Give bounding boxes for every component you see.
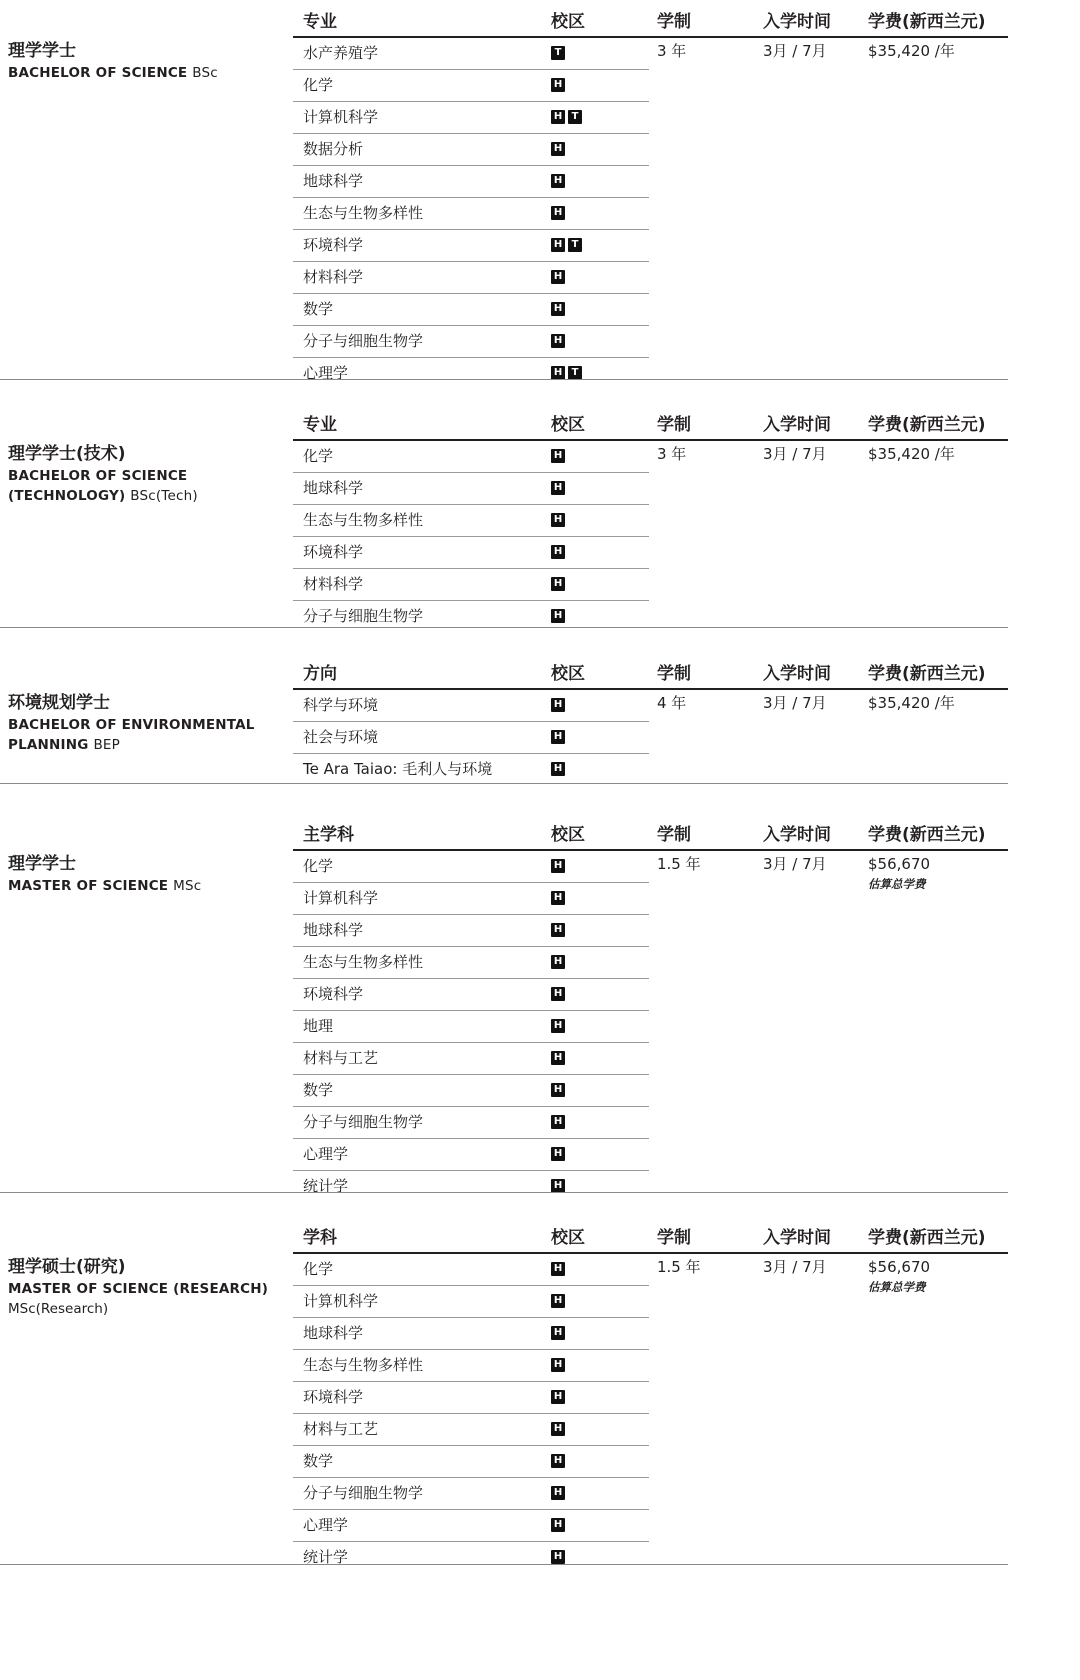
campus-t-badge-icon: T	[568, 238, 582, 252]
duration-value: 1.5 年	[657, 1258, 701, 1276]
subject-name: 地球科学	[303, 172, 364, 190]
subject-list	[293, 690, 649, 785]
subject-row	[293, 1254, 649, 1286]
duration-value: 3 年	[657, 445, 687, 463]
subject-name: 环境科学	[303, 543, 364, 561]
campus-badges	[551, 174, 568, 188]
campus-badges	[551, 1083, 568, 1097]
program-title-en-text: BACHELOR OF SCIENCE	[8, 65, 188, 81]
subject-name: 心理学	[303, 364, 349, 382]
campus-badges	[551, 859, 568, 873]
subject-name: 材料与工艺	[303, 1049, 379, 1067]
campus-h-badge-icon: H	[551, 334, 565, 348]
fee-value: $35,420 /年	[868, 42, 955, 60]
duration-value: 4 年	[657, 694, 687, 712]
subject-name: 地球科学	[303, 1324, 364, 1342]
fee-column-header: 学费(新西兰元)	[868, 415, 986, 435]
duration-column-header: 学制	[657, 1228, 691, 1248]
campus-badges	[551, 1115, 568, 1129]
program-title-en	[8, 466, 278, 506]
subject-list	[293, 1254, 649, 1573]
duration-value: 1.5 年	[657, 855, 701, 873]
campus-badges	[551, 762, 568, 776]
subject-row	[293, 134, 649, 166]
campus-h-badge-icon: H	[551, 955, 565, 969]
subject-row	[293, 690, 649, 722]
campus-h-badge-icon: H	[551, 1358, 565, 1372]
intake-column-header: 入学时间	[763, 664, 831, 684]
campus-badges	[551, 366, 585, 380]
program-abbreviation: BSc(Tech)	[130, 488, 198, 504]
subject-name: 地理	[303, 1017, 334, 1035]
program-section-msc-research	[0, 1227, 1008, 1566]
campus-h-badge-icon: H	[551, 110, 565, 124]
program-section-bsc-tech	[0, 414, 1008, 628]
subject-name: 分子与细胞生物学	[303, 1484, 424, 1502]
subject-row	[293, 947, 649, 979]
campus-h-badge-icon: H	[551, 1550, 565, 1564]
subject-row	[293, 326, 649, 358]
duration-column-header: 学制	[657, 664, 691, 684]
program-abbreviation: BSc	[192, 65, 218, 81]
campus-badges	[551, 1179, 568, 1193]
subject-column-header: 专业	[303, 415, 337, 435]
campus-h-badge-icon: H	[551, 1179, 565, 1193]
section-divider	[0, 1192, 1008, 1193]
subject-row	[293, 1478, 649, 1510]
campus-h-badge-icon: H	[551, 1326, 565, 1340]
program-title-en	[8, 63, 278, 83]
campus-badges	[551, 1486, 568, 1500]
campus-h-badge-icon: H	[551, 987, 565, 1001]
fee-value: $35,420 /年	[868, 694, 955, 712]
intake-value: 3月 / 7月	[763, 1258, 827, 1276]
subject-name: 科学与环境	[303, 696, 379, 714]
duration-column-header: 学制	[657, 12, 691, 32]
fee-column-header: 学费(新西兰元)	[868, 664, 986, 684]
campus-column-header: 校区	[551, 825, 585, 845]
subject-row	[293, 1139, 649, 1171]
campus-badges	[551, 987, 568, 1001]
subject-row	[293, 198, 649, 230]
campus-h-badge-icon: H	[551, 1454, 565, 1468]
subject-list	[293, 38, 649, 389]
campus-badges	[551, 1422, 568, 1436]
subject-name: 统计学	[303, 1177, 349, 1195]
subject-name: 化学	[303, 857, 334, 875]
campus-h-badge-icon: H	[551, 1486, 565, 1500]
section-divider	[0, 627, 1008, 628]
campus-h-badge-icon: H	[551, 481, 565, 495]
subject-row	[293, 883, 649, 915]
subject-row	[293, 1171, 649, 1202]
program-section-bep	[0, 663, 1008, 789]
subject-row	[293, 102, 649, 134]
program-title-en-text: BACHELOR OF ENVIRONMENTAL PLANNING	[8, 717, 255, 753]
campus-h-badge-icon: H	[551, 1262, 565, 1276]
campus-badges	[551, 46, 568, 60]
campus-badges	[551, 302, 568, 316]
subject-row	[293, 1011, 649, 1043]
intake-column-header: 入学时间	[763, 1228, 831, 1248]
campus-h-badge-icon: H	[551, 1019, 565, 1033]
intake-column-header: 入学时间	[763, 415, 831, 435]
campus-h-badge-icon: H	[551, 891, 565, 905]
subject-name: 环境科学	[303, 985, 364, 1003]
campus-h-badge-icon: H	[551, 545, 565, 559]
subject-column-header: 主学科	[303, 825, 354, 845]
campus-h-badge-icon: H	[551, 577, 565, 591]
intake-column-header: 入学时间	[763, 12, 831, 32]
campus-h-badge-icon: H	[551, 78, 565, 92]
subject-row	[293, 230, 649, 262]
program-title-en	[8, 876, 278, 896]
campus-h-badge-icon: H	[551, 174, 565, 188]
subject-name: 化学	[303, 447, 334, 465]
campus-h-badge-icon: H	[551, 449, 565, 463]
subject-row	[293, 70, 649, 102]
subject-row	[293, 537, 649, 569]
campus-h-badge-icon: H	[551, 1083, 565, 1097]
duration-column-header: 学制	[657, 415, 691, 435]
subject-name: 心理学	[303, 1516, 349, 1534]
program-title-cn: 理学学士	[8, 854, 76, 874]
campus-badges	[551, 449, 568, 463]
subject-name: Te Ara Taiao: 毛利人与环境	[303, 760, 493, 778]
subject-name: 计算机科学	[303, 108, 379, 126]
subject-name: 心理学	[303, 1145, 349, 1163]
campus-badges	[551, 891, 568, 905]
campus-h-badge-icon: H	[551, 206, 565, 220]
campus-badges	[551, 1019, 568, 1033]
campus-h-badge-icon: H	[551, 762, 565, 776]
campus-badges	[551, 78, 568, 92]
campus-h-badge-icon: H	[551, 609, 565, 623]
campus-h-badge-icon: H	[551, 238, 565, 252]
subject-row	[293, 294, 649, 326]
program-abbreviation: MSc	[173, 878, 202, 894]
subject-name: 环境科学	[303, 1388, 364, 1406]
program-title-block	[8, 691, 278, 755]
subject-list	[293, 851, 649, 1202]
fee-column-header: 学费(新西兰元)	[868, 825, 986, 845]
subject-name: 数学	[303, 1452, 334, 1470]
campus-h-badge-icon: H	[551, 923, 565, 937]
fee-value: $56,670	[868, 855, 931, 873]
subject-row	[293, 505, 649, 537]
subject-row	[293, 262, 649, 294]
campus-badges	[551, 334, 568, 348]
subject-name: 统计学	[303, 1548, 349, 1566]
program-title-en-text: MASTER OF SCIENCE (RESEARCH)	[8, 1281, 269, 1297]
program-title-block	[8, 852, 278, 896]
subject-name: 生态与生物多样性	[303, 204, 424, 222]
campus-h-badge-icon: H	[551, 1051, 565, 1065]
program-title-en-text: BACHELOR OF SCIENCE (TECHNOLOGY)	[8, 468, 188, 504]
subject-row	[293, 851, 649, 883]
subject-column-header: 学科	[303, 1228, 337, 1248]
campus-badges	[551, 513, 568, 527]
program-title-en	[8, 1279, 278, 1299]
subject-row	[293, 1107, 649, 1139]
subject-name: 分子与细胞生物学	[303, 332, 424, 350]
subject-name: 环境科学	[303, 236, 364, 254]
subject-name: 社会与环境	[303, 728, 379, 746]
fee-note: 估算总学费	[868, 877, 926, 891]
fee-value: $35,420 /年	[868, 445, 955, 463]
program-title-block	[8, 442, 278, 506]
campus-t-badge-icon: T	[568, 366, 582, 380]
campus-h-badge-icon: H	[551, 142, 565, 156]
program-abbreviation: BEP	[93, 737, 120, 753]
campus-t-badge-icon: T	[568, 110, 582, 124]
subject-row	[293, 473, 649, 505]
campus-h-badge-icon: H	[551, 302, 565, 316]
campus-badges	[551, 955, 568, 969]
campus-h-badge-icon: H	[551, 1422, 565, 1436]
subject-name: 生态与生物多样性	[303, 953, 424, 971]
intake-value: 3月 / 7月	[763, 855, 827, 873]
campus-column-header: 校区	[551, 664, 585, 684]
program-section-bsc	[0, 11, 1008, 382]
campus-h-badge-icon: H	[551, 366, 565, 380]
subject-name: 数学	[303, 1081, 334, 1099]
subject-row	[293, 441, 649, 473]
subject-row	[293, 569, 649, 601]
program-title-cn: 理学硕士(研究)	[8, 1257, 126, 1277]
subject-row	[293, 1446, 649, 1478]
subject-row	[293, 1350, 649, 1382]
subject-row	[293, 1542, 649, 1573]
campus-h-badge-icon: H	[551, 1518, 565, 1532]
campus-badges	[551, 577, 568, 591]
subject-row	[293, 1075, 649, 1107]
program-section-msc	[0, 824, 1008, 1195]
campus-badges	[551, 481, 568, 495]
campus-badges	[551, 1390, 568, 1404]
campus-h-badge-icon: H	[551, 1390, 565, 1404]
campus-badges	[551, 1147, 568, 1161]
campus-badges	[551, 609, 568, 623]
subject-name: 材料科学	[303, 575, 364, 593]
subject-list	[293, 441, 649, 632]
subject-name: 数据分析	[303, 140, 364, 158]
program-title-block	[8, 39, 278, 83]
subject-row	[293, 1414, 649, 1446]
program-title-en-text: MASTER OF SCIENCE	[8, 878, 169, 894]
subject-name: 计算机科学	[303, 889, 379, 907]
program-title-block	[8, 1255, 278, 1319]
campus-h-badge-icon: H	[551, 513, 565, 527]
campus-badges	[551, 923, 568, 937]
subject-row	[293, 979, 649, 1011]
fee-note: 估算总学费	[868, 1280, 926, 1294]
campus-column-header: 校区	[551, 415, 585, 435]
campus-h-badge-icon: H	[551, 1115, 565, 1129]
campus-badges	[551, 1051, 568, 1065]
subject-name: 化学	[303, 1260, 334, 1278]
intake-value: 3月 / 7月	[763, 694, 827, 712]
program-title-cn: 环境规划学士	[8, 693, 110, 713]
fee-value: $56,670	[868, 1258, 931, 1276]
campus-badges	[551, 270, 568, 284]
campus-badges	[551, 1518, 568, 1532]
subject-name: 数学	[303, 300, 334, 318]
program-title-cn: 理学学士	[8, 41, 76, 61]
campus-badges	[551, 1454, 568, 1468]
campus-badges	[551, 238, 585, 252]
subject-name: 化学	[303, 76, 334, 94]
subject-row	[293, 1382, 649, 1414]
campus-t-badge-icon: T	[551, 46, 565, 60]
campus-badges	[551, 206, 568, 220]
campus-badges	[551, 1326, 568, 1340]
subject-row	[293, 38, 649, 70]
campus-badges	[551, 698, 568, 712]
campus-h-badge-icon: H	[551, 859, 565, 873]
campus-badges	[551, 730, 568, 744]
program-abbreviation: MSc(Research)	[8, 1301, 109, 1317]
subject-row	[293, 1318, 649, 1350]
campus-badges	[551, 1358, 568, 1372]
campus-badges	[551, 545, 568, 559]
program-title-en	[8, 715, 278, 755]
subject-row	[293, 166, 649, 198]
intake-value: 3月 / 7月	[763, 445, 827, 463]
campus-h-badge-icon: H	[551, 1147, 565, 1161]
intake-column-header: 入学时间	[763, 825, 831, 845]
campus-badges	[551, 1262, 568, 1276]
campus-badges	[551, 1550, 568, 1564]
subject-row	[293, 915, 649, 947]
intake-value: 3月 / 7月	[763, 42, 827, 60]
fee-column-header: 学费(新西兰元)	[868, 12, 986, 32]
duration-value: 3 年	[657, 42, 687, 60]
campus-h-badge-icon: H	[551, 730, 565, 744]
subject-column-header: 专业	[303, 12, 337, 32]
fee-column-header: 学费(新西兰元)	[868, 1228, 986, 1248]
campus-h-badge-icon: H	[551, 698, 565, 712]
subject-name: 材料科学	[303, 268, 364, 286]
subject-name: 分子与细胞生物学	[303, 607, 424, 625]
campus-h-badge-icon: H	[551, 270, 565, 284]
campus-column-header: 校区	[551, 1228, 585, 1248]
section-divider	[0, 783, 1008, 784]
section-divider	[0, 1564, 1008, 1565]
subject-row	[293, 722, 649, 754]
subject-name: 材料与工艺	[303, 1420, 379, 1438]
subject-name: 生态与生物多样性	[303, 1356, 424, 1374]
subject-row	[293, 754, 649, 785]
subject-name: 分子与细胞生物学	[303, 1113, 424, 1131]
campus-badges	[551, 142, 568, 156]
subject-name: 计算机科学	[303, 1292, 379, 1310]
subject-row	[293, 358, 649, 389]
subject-row	[293, 1510, 649, 1542]
subject-name: 地球科学	[303, 479, 364, 497]
subject-column-header: 方向	[303, 664, 337, 684]
subject-name: 地球科学	[303, 921, 364, 939]
subject-name: 水产养殖学	[303, 44, 379, 62]
program-title-cn: 理学学士(技术)	[8, 444, 126, 464]
section-divider	[0, 379, 1008, 380]
subject-row	[293, 1286, 649, 1318]
campus-column-header: 校区	[551, 12, 585, 32]
campus-h-badge-icon: H	[551, 1294, 565, 1308]
duration-column-header: 学制	[657, 825, 691, 845]
subject-name: 生态与生物多样性	[303, 511, 424, 529]
campus-badges	[551, 110, 585, 124]
campus-badges	[551, 1294, 568, 1308]
subject-row	[293, 1043, 649, 1075]
